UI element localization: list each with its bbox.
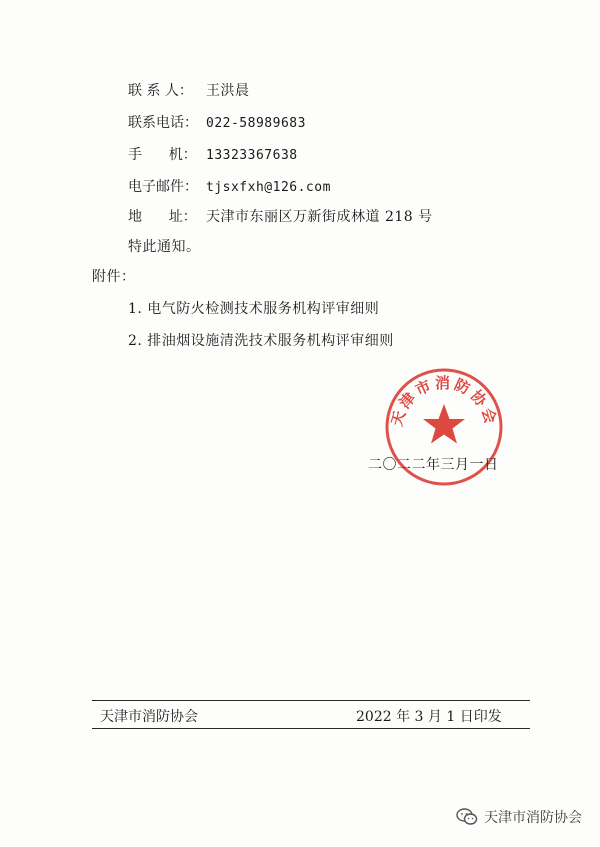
wechat-icon bbox=[456, 808, 478, 826]
contact-person-value: 王洪晨 bbox=[206, 83, 250, 99]
watermark-text: 天津市消防协会 bbox=[484, 810, 582, 826]
footer-org: 天津市消防协会 bbox=[100, 709, 198, 725]
mobile-line bbox=[128, 144, 298, 164]
contact-person-line bbox=[128, 80, 250, 100]
phone-label: 联系电话： bbox=[128, 115, 198, 131]
email-value: tjsxfxh@126.com bbox=[206, 180, 331, 195]
attachments-heading: 附件： bbox=[92, 269, 136, 285]
email-line bbox=[128, 176, 331, 196]
watermark bbox=[456, 807, 582, 827]
signature-date: 二〇二二年三月一日 bbox=[368, 457, 499, 473]
footer-printed-date: 2022 年 3 月 1 日印发 bbox=[356, 709, 502, 725]
notice-text: 特此通知。 bbox=[128, 239, 201, 255]
footer-bottom-rule bbox=[92, 728, 530, 729]
attachment-item: 2. 排油烟设施清洗技术服务机构评审细则 bbox=[128, 333, 394, 349]
mobile-value: 13323367638 bbox=[206, 148, 298, 163]
mobile-label: 手 机： bbox=[128, 147, 197, 163]
email-label: 电子邮件： bbox=[128, 179, 198, 195]
seal-star-icon bbox=[423, 404, 465, 444]
phone-line bbox=[128, 112, 306, 132]
address-line bbox=[128, 206, 433, 226]
address-label: 地 址： bbox=[128, 209, 197, 225]
seal-text: 天津市消防协会 bbox=[387, 374, 501, 429]
contact-person-label: 联 系 人： bbox=[128, 83, 193, 99]
phone-value: 022-58989683 bbox=[206, 116, 306, 131]
footer-top-rule bbox=[92, 700, 530, 701]
attachment-item: 1. 电气防火检测技术服务机构评审细则 bbox=[128, 301, 380, 317]
address-value: 天津市东丽区万新街成林道 218 号 bbox=[206, 209, 433, 225]
